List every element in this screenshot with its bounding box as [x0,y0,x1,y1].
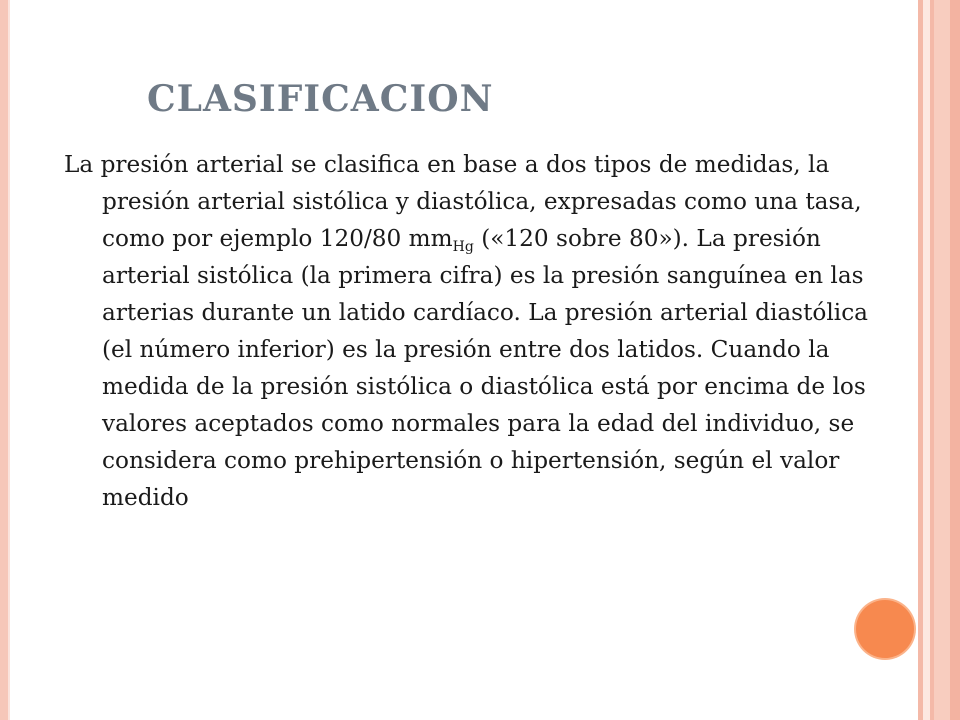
paragraph-text-part1: La presión arterial se clasifica en base a dos tipos de medidas, la presión arterial sistólica y diastólica, expresadas como una tasa, como por ejemplo [64,151,862,252]
right-stripe-decoration [923,0,930,720]
right-stripe-decoration [950,0,960,720]
orange-circle-decoration [856,600,914,658]
body-paragraph [64,146,902,516]
left-border-decoration [0,0,8,720]
measure-unit-subscript: Hg [452,239,474,255]
right-stripe-decoration [934,0,950,720]
left-border-line-decoration [8,0,10,720]
slide-title: CLASIFICACION [147,78,494,120]
paragraph-text-part2: («120 sobre 80»). La presión arterial sistólica (la primera cifra) es la presión sanguínea en las arterias durante un latido cardíaco. La presión arterial diastólica (el número inferior) es la presión entre dos latidos. Cuando la medida de la presión sistólica o diastólica está por encima de los valores aceptados como normales para la edad del individuo, se considera como prehipertensión o hipertensión, según el valor medido [102,225,869,511]
measure-value: 120/80 mm [319,225,453,252]
